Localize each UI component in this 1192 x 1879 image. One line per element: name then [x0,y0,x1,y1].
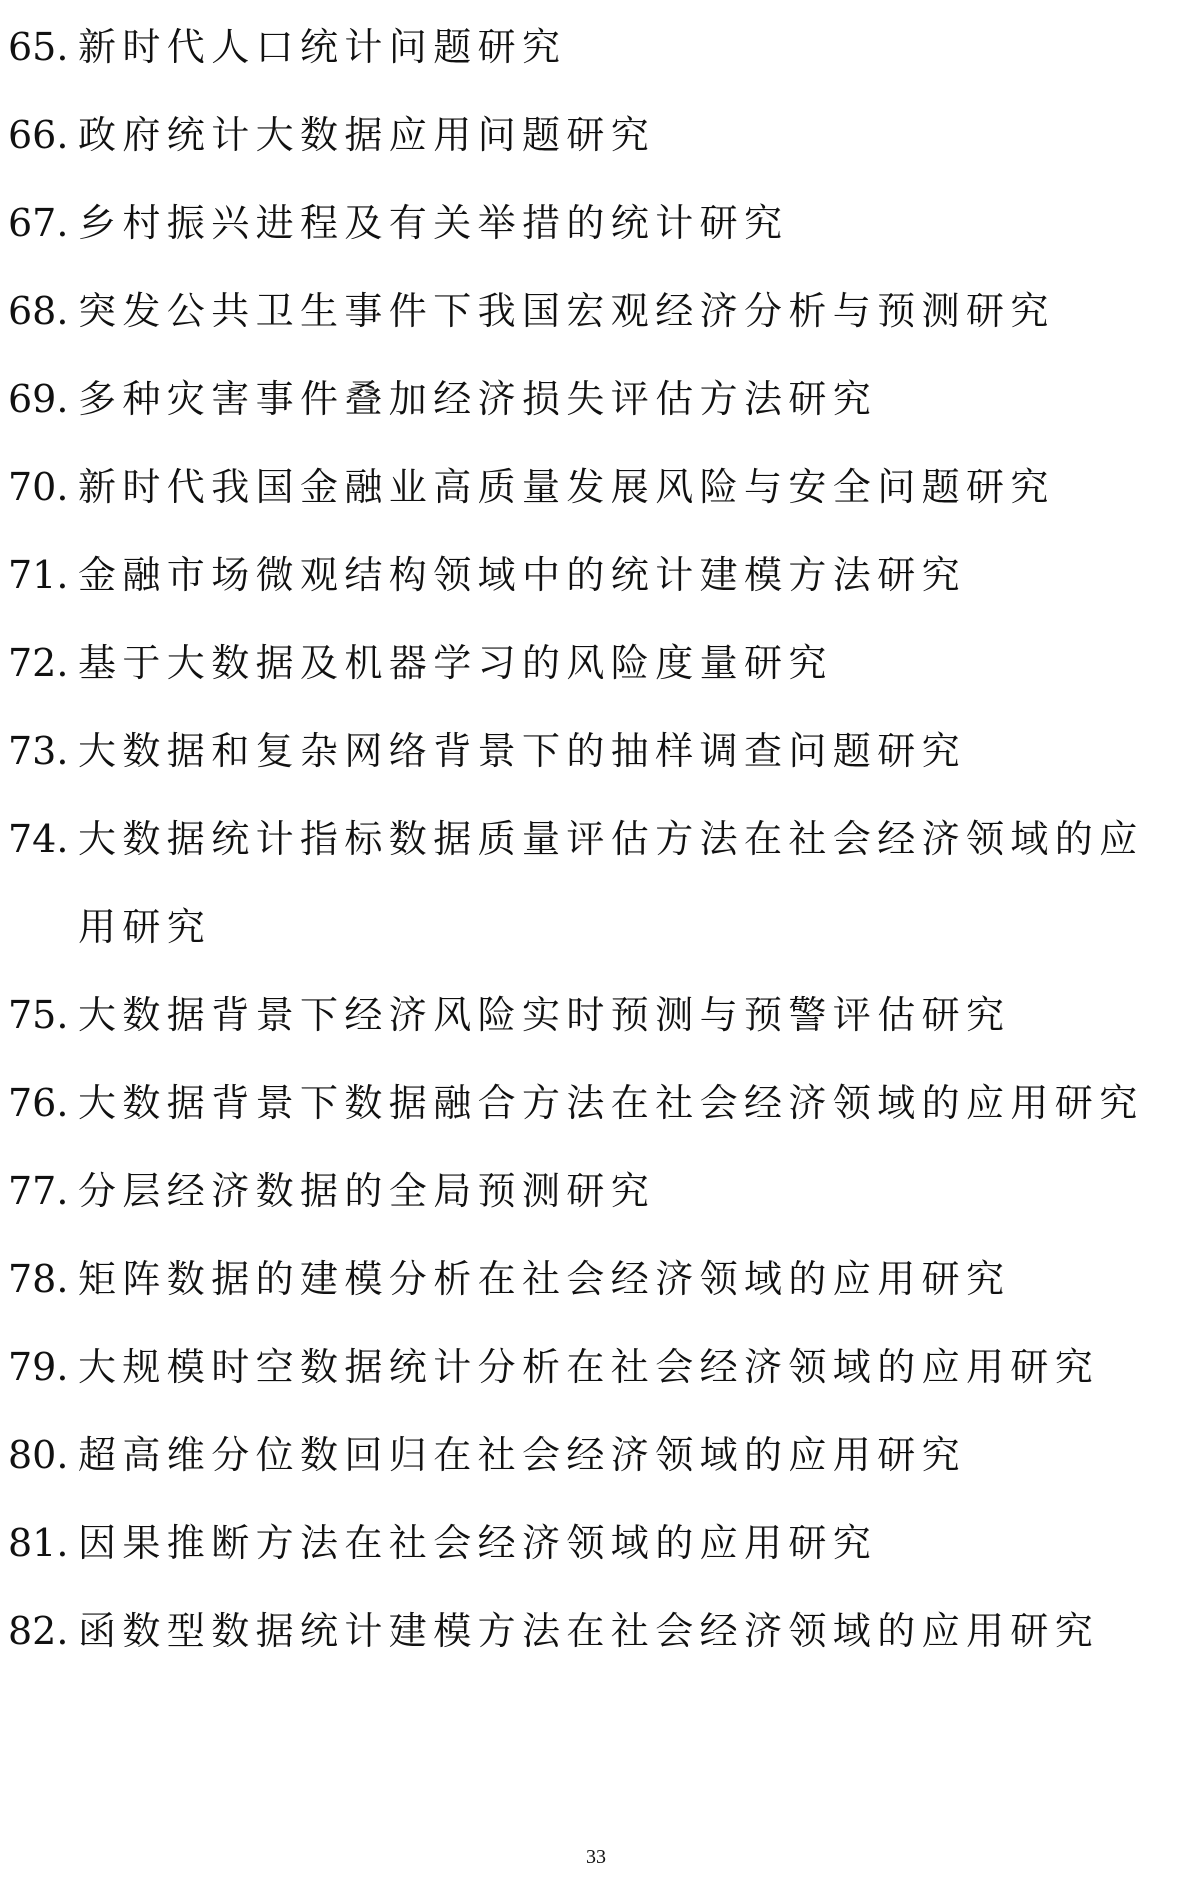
topic-item [8,1059,1188,1147]
topic-number: 75. [8,993,69,1037]
topic-item [8,3,1188,91]
topic-text: 函数型数据统计建模方法在社会经济领域的应用研究 [78,1609,1100,1653]
topic-number: 73. [8,729,69,773]
topic-text: 大数据和复杂网络背景下的抽样调查问题研究 [78,729,967,773]
topic-number: 74. [8,817,69,861]
topic-item [8,971,1188,1059]
page-number: 33 [586,1846,606,1868]
topic-item [8,179,1188,267]
topic-text: 突发公共卫生事件下我国宏观经济分析与预测研究 [78,289,1055,333]
topic-number: 77. [8,1169,69,1213]
topic-number: 66. [8,113,69,157]
topic-number: 68. [8,289,69,333]
topic-number: 79. [8,1345,69,1389]
topic-item [8,1147,1188,1235]
topic-item [8,1499,1188,1587]
topic-text: 乡村振兴进程及有关举措的统计研究 [78,201,789,245]
topic-item [8,619,1188,707]
topic-item [8,443,1188,531]
topic-text: 多种灾害事件叠加经济损失评估方法研究 [78,377,878,421]
topic-text: 政府统计大数据应用问题研究 [78,113,656,157]
topic-item [8,1323,1188,1411]
topic-item [8,1235,1188,1323]
topic-item [8,267,1188,355]
topic-number: 82. [8,1609,69,1653]
topic-text: 大数据背景下数据融合方法在社会经济领域的应用研究 [78,1081,1144,1125]
topic-item [8,531,1188,619]
topic-text: 金融市场微观结构领域中的统计建模方法研究 [78,553,967,597]
topic-text: 分层经济数据的全局预测研究 [78,1169,656,1213]
topic-number: 65. [8,25,69,69]
topic-number: 78. [8,1257,69,1301]
topic-text: 新时代人口统计问题研究 [78,25,567,69]
topic-number: 76. [8,1081,69,1125]
topic-text: 大规模时空数据统计分析在社会经济领域的应用研究 [78,1345,1100,1389]
topic-number: 80. [8,1433,69,1477]
topic-item [8,1411,1188,1499]
topic-item [8,355,1188,443]
topic-text: 超高维分位数回归在社会经济领域的应用研究 [78,1433,967,1477]
topic-number: 72. [8,641,69,685]
topic-text: 基于大数据及机器学习的风险度量研究 [78,641,833,685]
topic-text: 新时代我国金融业高质量发展风险与安全问题研究 [78,465,1055,509]
topic-number: 81. [8,1521,69,1565]
topic-item [8,1587,1188,1675]
topic-text: 矩阵数据的建模分析在社会经济领域的应用研究 [78,1257,1011,1301]
topic-item [8,91,1188,179]
topic-item [8,795,1188,971]
topic-number: 69. [8,377,69,421]
topic-number: 70. [8,465,69,509]
topic-number: 71. [8,553,69,597]
topic-item [8,707,1188,795]
topic-text: 大数据统计指标数据质量评估方法在社会经济领域的应用研究 [78,817,1144,949]
research-topic-list [8,3,1188,1675]
topic-text: 大数据背景下经济风险实时预测与预警评估研究 [78,993,1011,1037]
topic-number: 67. [8,201,69,245]
topic-text: 因果推断方法在社会经济领域的应用研究 [78,1521,878,1565]
